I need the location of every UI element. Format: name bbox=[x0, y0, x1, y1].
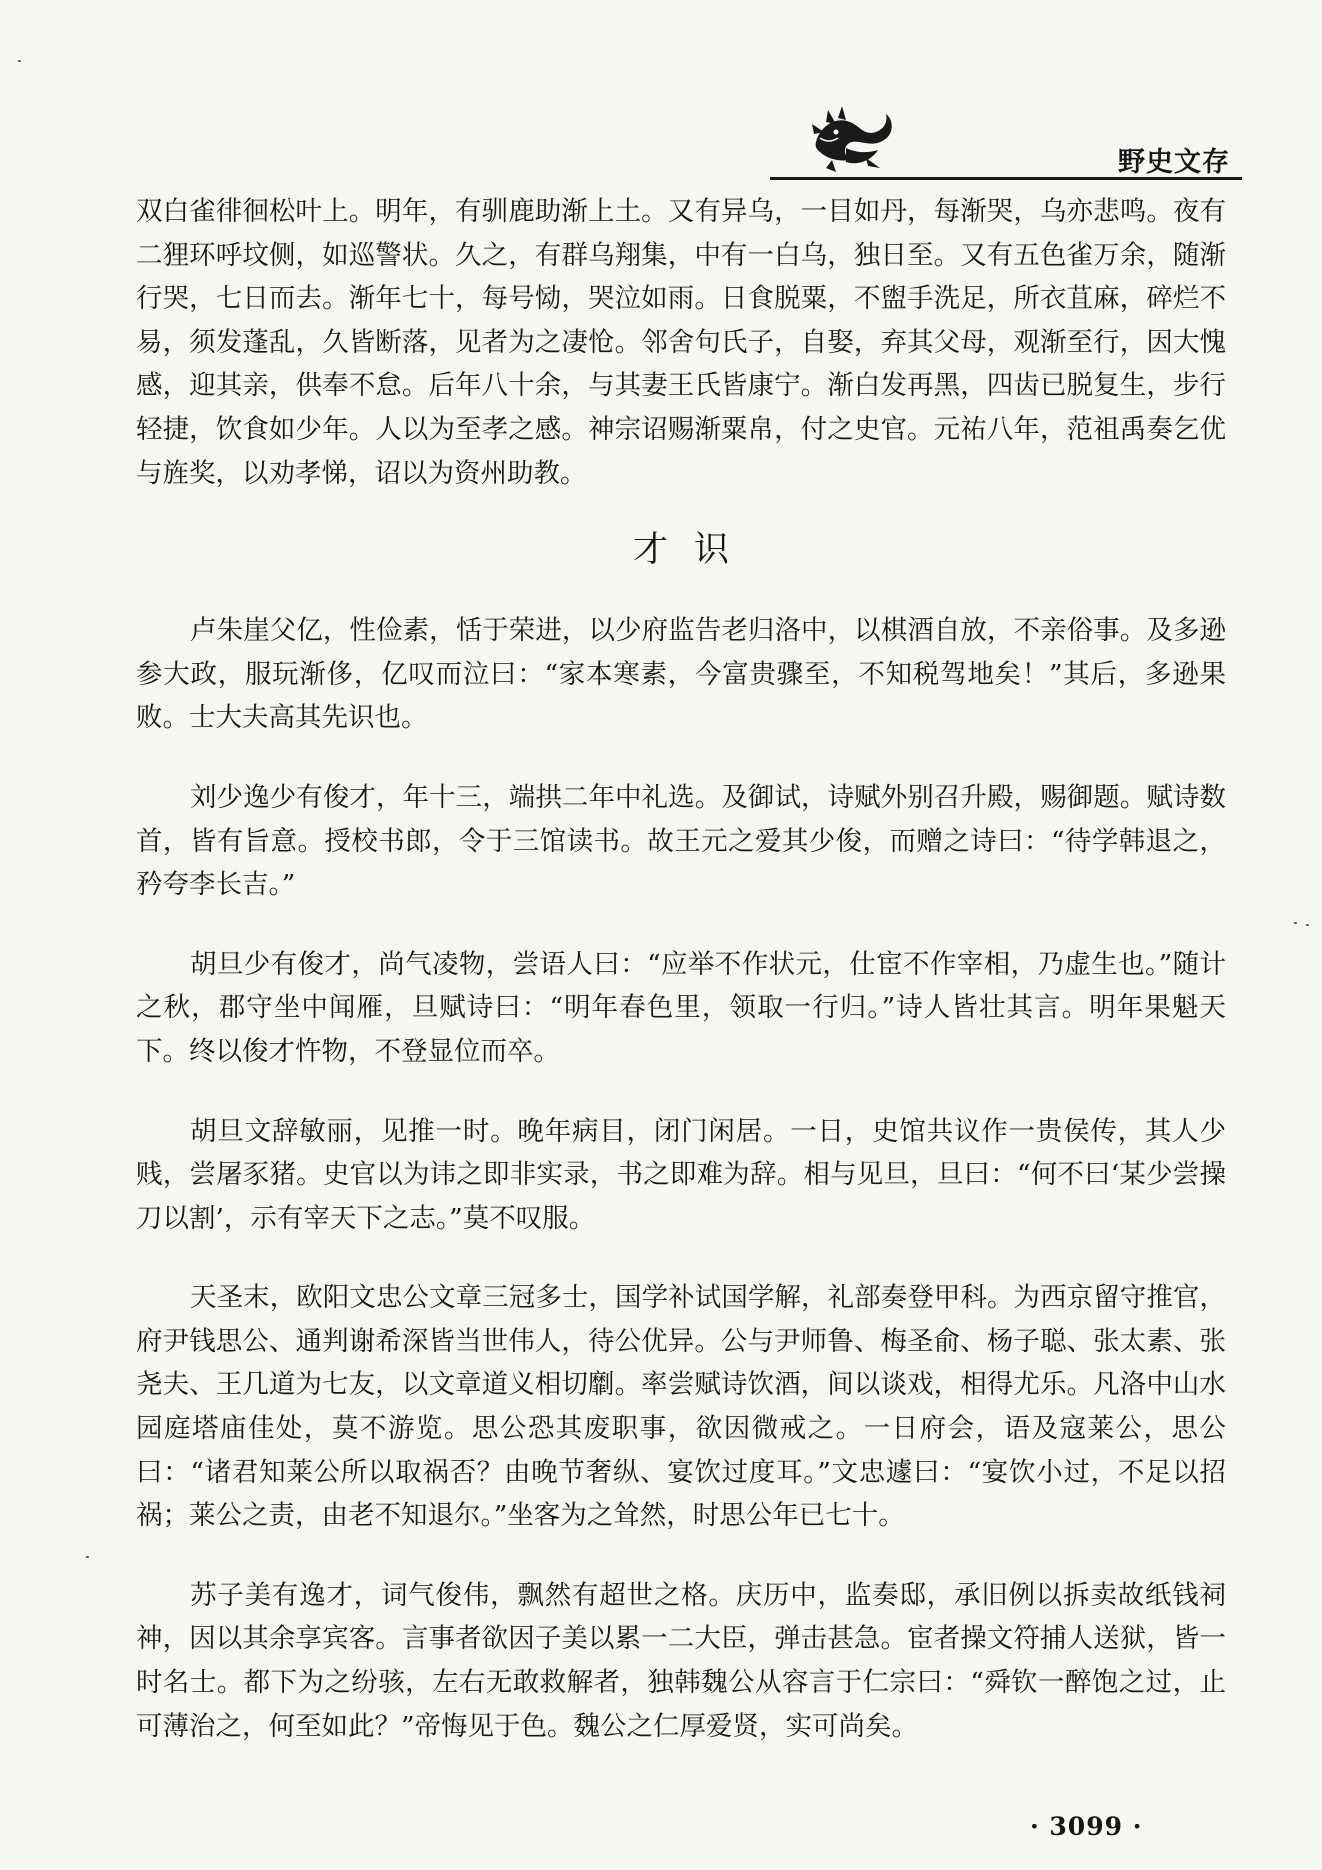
dragon-emblem-icon bbox=[806, 102, 898, 174]
scan-speck bbox=[1294, 922, 1297, 924]
continued-paragraph: 双白雀徘徊松叶上。明年，有驯鹿助渐上土。又有异乌，一目如丹，每渐哭，乌亦悲鸣。夜有二狸环呼坟侧，如巡警状。久之，有群乌翔集，中有一白乌，独日至。又有五色雀万余，随渐行哭，七日而去。渐年七十，每号恸，哭泣如雨。日食脱粟，不盥手洗足，所衣苴麻，碎烂不易，须发蓬乱，久皆断落，见者为之凄怆。邻舍句氏子，自娶，弃其父母，观渐至行，因大愧感，迎其亲，供奉不怠。后年八十余，与其妻王氏皆康宁。渐白发再黑，四齿已脱复生，步行轻捷，饮食如少年。人以为至孝之感。神宗诏赐渐粟帛，付之史官。元祐八年，范祖禹奏乞优与旌奖，以劝孝悌，诏以为资州助教。 bbox=[136, 196, 1226, 489]
page-number: · 3099 · bbox=[1030, 1812, 1143, 1841]
scan-speck bbox=[86, 1556, 89, 1558]
page-body bbox=[136, 190, 1226, 1748]
paragraph-liu-shaoyi: 刘少逸少有俊才，年十三，端拱二年中礼选。及御试，诗赋外别召升殿，赐御题。赋诗数首，皆有旨意。授校书郎，令于三馆读书。故王元之爱其少俊，而赠之诗曰：“待学韩退之，矜夸李长吉。” bbox=[136, 781, 1226, 901]
paragraph-su-zimei: 苏子美有逸才，词气俊伟，飘然有超世之格。庆历中，监奏邸，承旧例以拆卖故纸钱祠神，因以其余享宾客。言事者欲因子美以累一二大臣，弹击甚急。宦者操文符捕人送狱，皆一时名士。都下为之纷骇，左右无敢救解者，独韩魏公从容言于仁宗曰：“舜钦一醉饱之过，止可薄治之，何至如此？”帝悔见于色。魏公之仁厚爱贤，实可尚矣。 bbox=[136, 1579, 1226, 1742]
paragraph-hu-dan-talent: 胡旦少有俊才，尚气凌物，尝语人曰：“应举不作状元，仕宦不作宰相，乃虚生也。”随计之秋，郡守坐中闻雁，旦赋诗曰：“明年春色里，领取一行归。”诗人皆壮其言。明年果魁天下。终以俊才忤物，不登显位而卒。 bbox=[136, 948, 1226, 1067]
scan-speck bbox=[1306, 924, 1309, 926]
series-title: 野史文存 bbox=[1118, 147, 1230, 178]
running-header bbox=[0, 100, 1322, 180]
section-title: 才识 bbox=[632, 530, 755, 571]
paragraph-hu-dan-prose: 胡旦文辞敏丽，见推一时。晚年病目，闭门闲居。一日，史馆共议作一贵侯传，其人少贱，尝屠豕猪。史官以为讳之即非实录，书之即难为辞。相与见旦，旦曰：“何不曰‘某少尝操刀以割’，示有宰天下之志。”莫不叹服。 bbox=[136, 1115, 1226, 1234]
header-rule bbox=[770, 177, 1242, 180]
paragraph-lu-zhuya: 卢朱崖父亿，性俭素，恬于荣进，以少府监告老归洛中，以棋酒自放，不亲俗事。及多逊参大政，服玩渐侈，亿叹而泣曰：“家本寒素，今富贵骤至，不知税驾地矣！”其后，多逊果败。士大夫高其先识也。 bbox=[136, 615, 1226, 734]
paragraph-ouyang-wenzhong: 天圣末，欧阳文忠公文章三冠多士，国学补试国学解，礼部奏登甲科。为西京留守推官，府尹钱思公、通判谢希深皆当世伟人，待公优异。公与尹师鲁、梅圣俞、杨子聪、张太素、张尧夫、王几道为七友，以文章道义相切劘。率尝赋诗饮酒，间以谈戏，相得尤乐。凡洛中山水园庭塔庙佳处，莫不游览。思公恐其废职事，欲因微戒之。一日府会，语及寇莱公，思公曰：“诸君知莱公所以取祸否？由晚节奢纵、宴饮过度耳。”文忠遽曰：“宴饮小过，不足以招祸；莱公之责，由老不知退尔。”坐客为之耸然，时思公年已七十。 bbox=[136, 1282, 1226, 1532]
scan-speck bbox=[18, 60, 21, 62]
